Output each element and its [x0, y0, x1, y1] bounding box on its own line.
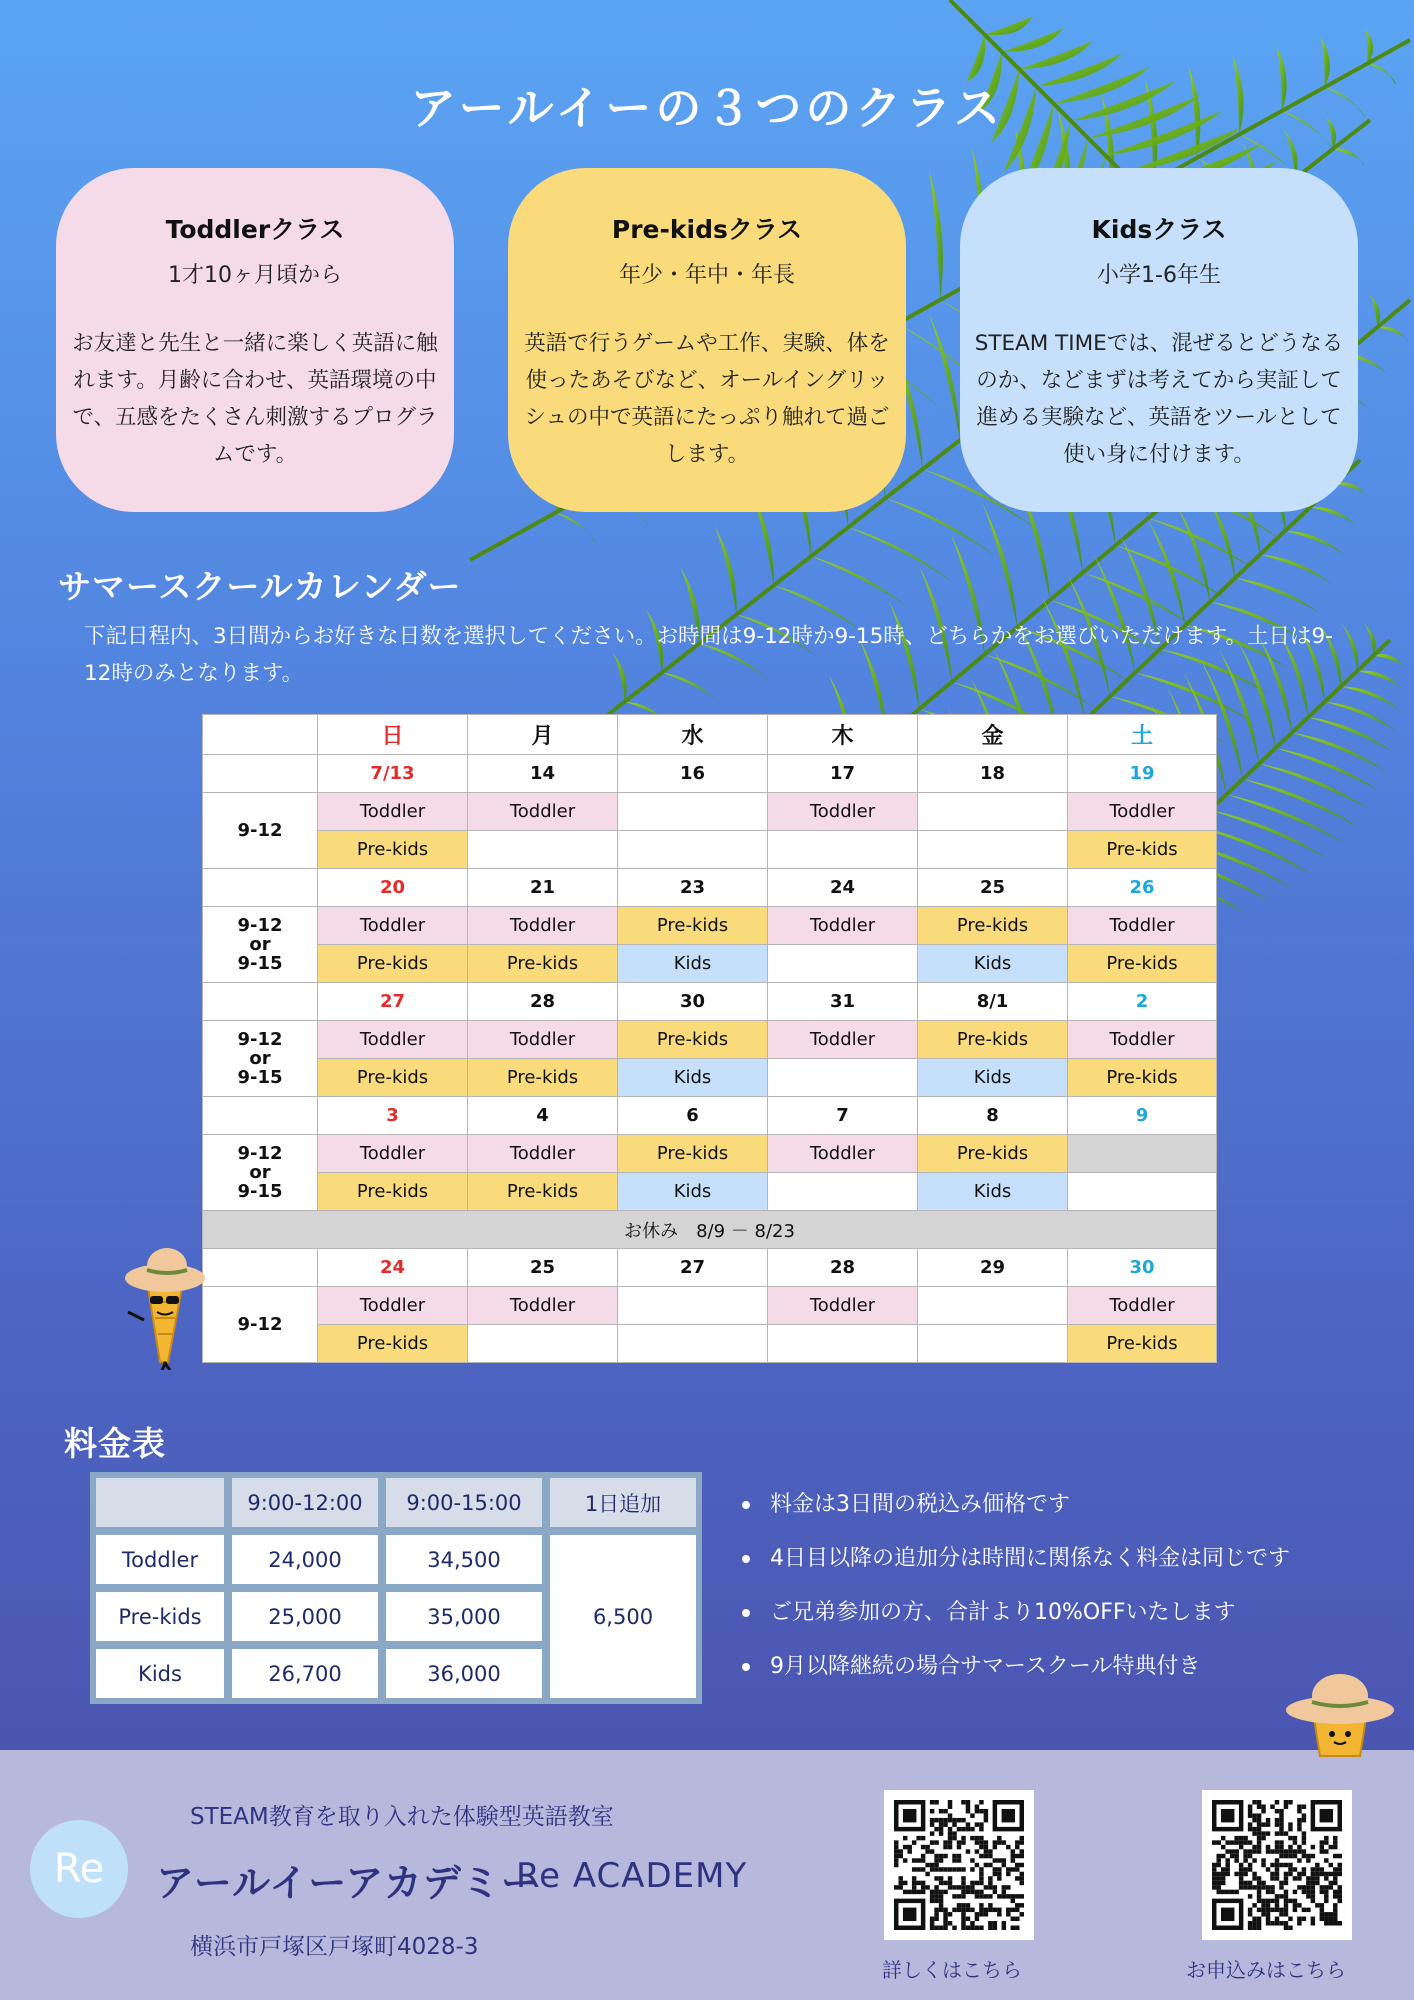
fee-notes	[740, 1490, 1290, 1706]
fee-value: 35,000	[384, 1590, 544, 1643]
session-cell: Toddler	[468, 1287, 618, 1325]
fee-class-name: Pre-kids	[94, 1590, 226, 1643]
date-cell: 9	[1068, 1097, 1217, 1135]
session-cell: Toddler	[1068, 1287, 1217, 1325]
class-card-toddler	[56, 168, 454, 512]
session-cell	[618, 1325, 768, 1363]
fee-header: 1日追加	[548, 1476, 698, 1529]
weekday-row	[203, 715, 1217, 755]
fee-header: 9:00-15:00	[384, 1476, 544, 1529]
session-cell: Pre-kids	[1068, 945, 1217, 983]
session-cell: Toddler	[318, 1135, 468, 1173]
session-cell: Pre-kids	[918, 1135, 1068, 1173]
calendar-title: サマースクールカレンダー	[58, 567, 462, 606]
session-cell: Pre-kids	[468, 1059, 618, 1097]
date-cell: 3	[318, 1097, 468, 1135]
time-label: 9-12 or 9-15	[203, 907, 318, 983]
session-cell: Pre-kids	[918, 1021, 1068, 1059]
class-age: 年少・年中・年長	[618, 263, 795, 288]
session-cell: Toddler	[1068, 793, 1217, 831]
class-title: Pre-kidsクラス	[611, 215, 803, 244]
class-card-prekids	[508, 168, 906, 512]
weekday-header: 日	[318, 715, 468, 755]
session-cell: Toddler	[768, 1021, 918, 1059]
session-cell	[618, 793, 768, 831]
date-cell: 18	[918, 755, 1068, 793]
session-cell: Kids	[918, 1173, 1068, 1211]
date-cell: 16	[618, 755, 768, 793]
empty-cell	[203, 1249, 318, 1287]
session-cell: Pre-kids	[618, 1021, 768, 1059]
session-row	[203, 793, 1217, 831]
session-cell: Pre-kids	[468, 945, 618, 983]
session-cell	[468, 1325, 618, 1363]
session-cell	[768, 831, 918, 869]
date-cell: 27	[618, 1249, 768, 1287]
session-row	[203, 1325, 1217, 1363]
class-title: Toddlerクラス	[165, 215, 345, 244]
closed-period: お休み 8/9 － 8/23	[203, 1211, 1217, 1249]
date-cell: 23	[618, 869, 768, 907]
session-cell	[918, 1325, 1068, 1363]
weekday-header: 木	[768, 715, 918, 755]
fee-extra-day: 6,500	[548, 1533, 698, 1700]
fee-corner-cell	[94, 1476, 226, 1529]
fee-note: 4日目以降の追加分は時間に関係なく料金は同じです	[740, 1544, 1290, 1598]
qr-details-label[interactable]: 詳しくはこちら	[882, 1958, 1022, 1982]
session-cell: Pre-kids	[318, 831, 468, 869]
session-cell	[1068, 1173, 1217, 1211]
academy-address: 横浜市戸塚区戸塚町4028-3	[190, 1934, 479, 1960]
date-row	[203, 983, 1217, 1021]
session-row	[203, 1059, 1217, 1097]
fee-value: 26,700	[230, 1647, 380, 1700]
session-cell: Pre-kids	[1068, 1325, 1217, 1363]
date-row	[203, 1097, 1217, 1135]
date-cell: 25	[918, 869, 1068, 907]
date-cell: 21	[468, 869, 618, 907]
fee-table	[90, 1472, 702, 1704]
date-cell: 17	[768, 755, 918, 793]
date-cell: 28	[768, 1249, 918, 1287]
weekday-header: 土	[1068, 715, 1217, 755]
calendar-description: 下記日程内、3日間からお好きな日数を選択してください。お時間は9-12時か9-15時、どちらかをお選びいただけます。土日は9-12時のみとなります。	[84, 624, 1333, 686]
fee-title: 料金表	[64, 1424, 166, 1463]
class-age: 1才10ヶ月頃から	[168, 263, 342, 288]
fee-class-name: Toddler	[94, 1533, 226, 1586]
empty-cell	[203, 755, 318, 793]
summer-school-calendar	[202, 714, 1217, 1363]
qr-code-details[interactable]	[884, 1790, 1034, 1940]
date-cell: 31	[768, 983, 918, 1021]
empty-cell	[203, 869, 318, 907]
date-row	[203, 869, 1217, 907]
session-cell: Pre-kids	[318, 1325, 468, 1363]
weekday-header: 月	[468, 715, 618, 755]
session-cell: Toddler	[1068, 907, 1217, 945]
session-cell: Kids	[618, 1173, 768, 1211]
academy-name-en: Re ACADEMY	[516, 1856, 748, 1896]
date-cell: 28	[468, 983, 618, 1021]
session-cell	[768, 1325, 918, 1363]
session-cell	[768, 945, 918, 983]
fee-class-name: Kids	[94, 1647, 226, 1700]
fee-value: 36,000	[384, 1647, 544, 1700]
time-label: 9-12 or 9-15	[203, 1021, 318, 1097]
session-row	[203, 1135, 1217, 1173]
session-cell	[768, 1059, 918, 1097]
date-cell: 19	[1068, 755, 1217, 793]
time-label: 9-12 or 9-15	[203, 1135, 318, 1211]
session-cell	[468, 831, 618, 869]
footer	[0, 1750, 1414, 2000]
date-cell: 26	[1068, 869, 1217, 907]
empty-cell	[203, 983, 318, 1021]
session-cell	[618, 1287, 768, 1325]
academy-name-jp: アールイーアカデミー	[156, 1861, 540, 1905]
session-cell: Toddler	[768, 1287, 918, 1325]
date-cell: 25	[468, 1249, 618, 1287]
session-cell: Toddler	[768, 793, 918, 831]
date-cell: 7	[768, 1097, 918, 1135]
class-age: 小学1-6年生	[1097, 263, 1221, 288]
time-label: 9-12	[203, 1287, 318, 1363]
weekday-header: 金	[918, 715, 1068, 755]
session-cell: Pre-kids	[1068, 1059, 1217, 1097]
date-cell: 20	[318, 869, 468, 907]
date-cell: 24	[768, 869, 918, 907]
class-description: お友達と先生と一緒に楽しく英語に触れます。月齢に合わせ、英語環境の中で、五感をたくさん刺激するプログラムです。	[72, 331, 438, 467]
session-row	[203, 1173, 1217, 1211]
page-title: アールイーの３つのクラス	[409, 81, 1005, 135]
session-cell: Pre-kids	[468, 1173, 618, 1211]
session-row	[203, 831, 1217, 869]
qr-apply-label[interactable]: お申込みはこちら	[1186, 1958, 1346, 1982]
session-cell: Toddler	[318, 1021, 468, 1059]
session-row	[203, 945, 1217, 983]
session-row	[203, 907, 1217, 945]
fee-note: ご兄弟参加の方、合計より10%OFFいたします	[740, 1598, 1290, 1652]
date-cell: 6	[618, 1097, 768, 1135]
session-cell: Toddler	[318, 793, 468, 831]
class-description: 英語で行うゲームや工作、実験、体を使ったあそびなど、オールイングリッシュの中で英語にたっぷり触れて過ごします。	[524, 331, 890, 467]
session-cell: Toddler	[768, 907, 918, 945]
session-cell: Pre-kids	[318, 1173, 468, 1211]
class-card-kids	[960, 168, 1358, 512]
corner-cell	[203, 715, 318, 755]
session-cell: Pre-kids	[318, 1059, 468, 1097]
date-cell: 27	[318, 983, 468, 1021]
fee-value: 24,000	[230, 1533, 380, 1586]
qr-code-icon	[894, 1800, 1024, 1930]
session-cell: Toddler	[468, 1135, 618, 1173]
session-cell: Kids	[618, 1059, 768, 1097]
session-cell	[918, 793, 1068, 831]
date-cell: 2	[1068, 983, 1217, 1021]
session-cell: Toddler	[318, 1287, 468, 1325]
date-cell: 8/1	[918, 983, 1068, 1021]
session-cell: Toddler	[468, 1021, 618, 1059]
qr-code-apply[interactable]	[1202, 1790, 1352, 1940]
date-cell: 24	[318, 1249, 468, 1287]
session-row	[203, 1287, 1217, 1325]
session-cell: Pre-kids	[618, 907, 768, 945]
session-cell	[918, 831, 1068, 869]
qr-code-icon	[1212, 1800, 1342, 1930]
time-label: 9-12	[203, 793, 318, 869]
class-title: Kidsクラス	[1091, 215, 1227, 244]
session-cell: Pre-kids	[618, 1135, 768, 1173]
class-description: STEAM TIMEでは、混ぜるとどうなるのか、などまずは考えてから実証して進める実験など、英語をツールとして使い身に付けます。	[974, 331, 1344, 467]
session-cell	[618, 831, 768, 869]
mascot-cone-sunglasses	[122, 1240, 208, 1370]
session-cell: Toddler	[468, 907, 618, 945]
fee-value: 25,000	[230, 1590, 380, 1643]
date-cell: 30	[1068, 1249, 1217, 1287]
mascot-cone-hat	[1284, 1668, 1396, 1764]
fee-header: 9:00-12:00	[230, 1476, 380, 1529]
session-cell	[768, 1173, 918, 1211]
empty-cell	[203, 1097, 318, 1135]
session-cell: Toddler	[1068, 1021, 1217, 1059]
session-cell: Kids	[918, 945, 1068, 983]
fee-note: 料金は3日間の税込み価格です	[740, 1490, 1290, 1544]
session-cell	[918, 1287, 1068, 1325]
session-row	[203, 1021, 1217, 1059]
logo: Re	[30, 1820, 128, 1918]
session-cell: Toddler	[318, 907, 468, 945]
date-cell: 7/13	[318, 755, 468, 793]
session-cell	[1068, 1135, 1217, 1173]
date-cell: 8	[918, 1097, 1068, 1135]
session-cell: Kids	[618, 945, 768, 983]
closed-row	[203, 1211, 1217, 1249]
fee-note: 9月以降継続の場合サマースクール特典付き	[740, 1652, 1290, 1706]
date-cell: 14	[468, 755, 618, 793]
fee-value: 34,500	[384, 1533, 544, 1586]
date-cell: 30	[618, 983, 768, 1021]
session-cell: Pre-kids	[918, 907, 1068, 945]
date-cell: 29	[918, 1249, 1068, 1287]
session-cell: Pre-kids	[1068, 831, 1217, 869]
weekday-header: 水	[618, 715, 768, 755]
session-cell: Toddler	[768, 1135, 918, 1173]
session-cell: Toddler	[468, 793, 618, 831]
session-cell: Kids	[918, 1059, 1068, 1097]
date-row	[203, 1249, 1217, 1287]
session-cell: Pre-kids	[318, 945, 468, 983]
date-cell: 4	[468, 1097, 618, 1135]
date-row	[203, 755, 1217, 793]
footer-tagline: STEAM教育を取り入れた体験型英語教室	[190, 1804, 614, 1830]
